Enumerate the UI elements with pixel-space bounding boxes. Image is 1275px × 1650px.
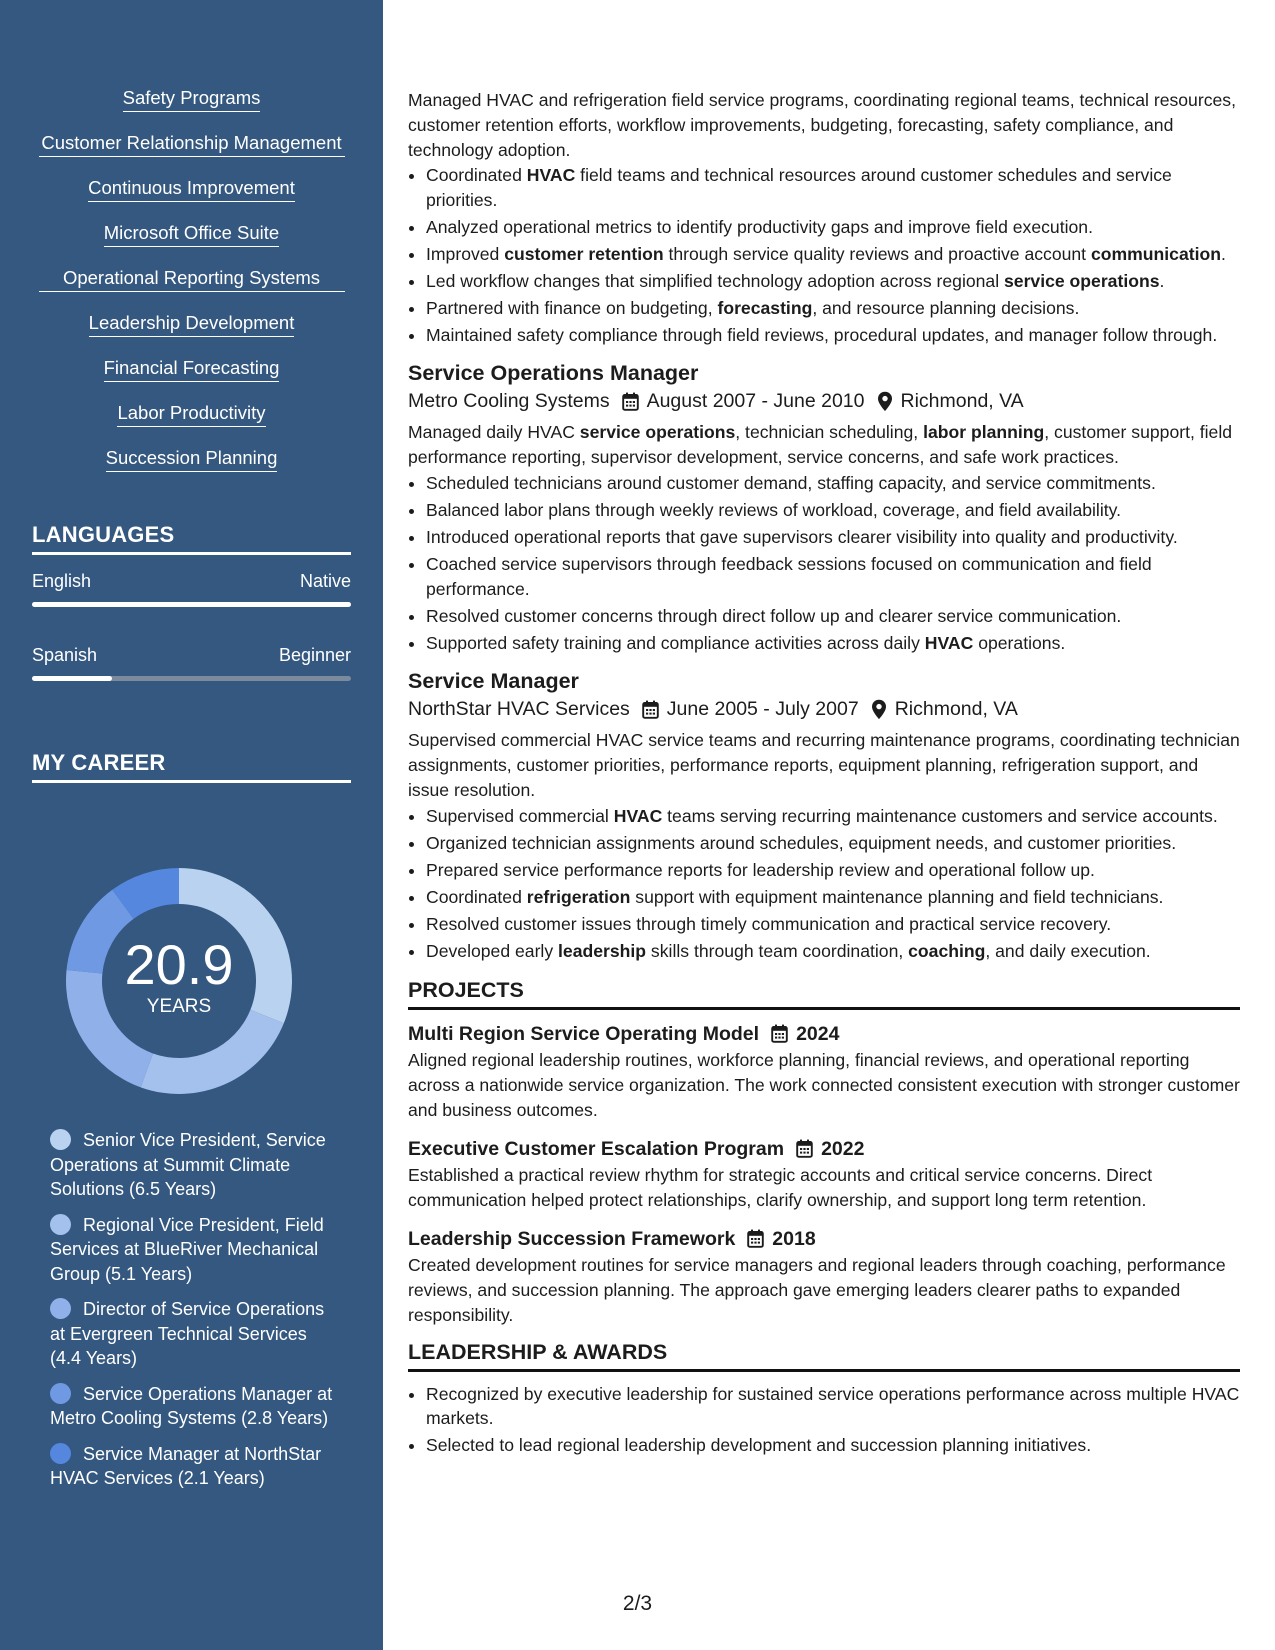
job-bullets [408, 471, 1240, 655]
text-run: Introduced operational reports that gave supervisors clearer visibility into quality and productivity. [426, 527, 1178, 547]
bullet-item [426, 296, 1240, 321]
skill-item [32, 401, 351, 427]
text-run: , and resource planning decisions. [812, 297, 1080, 318]
project-title [408, 1225, 1240, 1253]
career-total-unit: YEARS [146, 996, 212, 1017]
job-bullets [408, 804, 1240, 964]
job-meta [408, 695, 1240, 723]
language-name: Spanish [32, 645, 98, 665]
bold-keyword: coaching [908, 941, 986, 961]
job-company: Metro Cooling Systems [408, 390, 610, 412]
job-description [408, 728, 1240, 803]
bullet-item [426, 163, 1240, 212]
text-run: Prepared service performance reports for leadership review and operational follow up. [426, 860, 1095, 880]
project-year: 2018 [772, 1227, 816, 1250]
calendar-icon [642, 700, 659, 719]
career-section [32, 750, 351, 797]
text-run: . [1220, 243, 1226, 264]
job-title: Service Operations Manager [408, 361, 699, 385]
text-run: . [1159, 270, 1165, 291]
job-location: Richmond, VA [900, 390, 1024, 412]
text-run: support with equipment maintenance planning and field technicians. [630, 887, 1164, 907]
bullet-item [426, 552, 1240, 601]
bold-keyword: service operations [579, 422, 736, 442]
bold-keyword: HVAC [924, 632, 974, 653]
bold-keyword: labor planning [923, 422, 1045, 442]
bold-keyword: refrigeration [526, 887, 631, 907]
project-name: Leadership Succession Framework [408, 1227, 736, 1250]
skill-label: Microsoft Office Suite [104, 221, 279, 247]
text-run: Coached service supervisors through feedback sessions focused on communication and field performance. [426, 554, 1152, 599]
skill-label: Customer Relationship Management [39, 131, 345, 157]
calendar-icon [771, 1024, 788, 1043]
job-dates: August 2007 - June 2010 [646, 390, 865, 412]
career-donut-chart [66, 868, 292, 1094]
career-total-number: 20.9 [124, 933, 234, 996]
text-run: Scheduled technicians around customer demand, staffing capacity, and service commitments. [426, 473, 1156, 493]
text-run: , customer support, field performance reporting, supervisor development, service concerns, and safe work practices. [408, 422, 1233, 467]
career-item [50, 1297, 340, 1371]
text-run: Developed early [426, 941, 559, 961]
career-legend-dot [50, 1298, 71, 1319]
skill-item [32, 221, 351, 247]
page-number: 2/3 [622, 1592, 653, 1615]
career-item [50, 1213, 340, 1287]
bullet-item [426, 471, 1240, 496]
text-run: , and daily execution. [985, 941, 1151, 961]
text-run: Improved [426, 243, 505, 264]
text-run: operations. [973, 632, 1066, 653]
project-year: 2024 [796, 1022, 840, 1045]
bullet-item [426, 804, 1240, 829]
language-proficiency-fill [32, 602, 351, 607]
bullet-item [426, 858, 1240, 883]
text-run: Coordinated [426, 887, 527, 907]
text-run: Partnered with finance on budgeting, [426, 297, 718, 318]
bold-keyword: forecasting [717, 297, 813, 318]
career-item-text: Service Manager at NorthStar HVAC Services (2.1 Years) [50, 1443, 322, 1488]
calendar-icon [622, 392, 639, 411]
bullet-item [426, 215, 1240, 240]
projects-list [408, 1020, 1240, 1328]
main-content [408, 0, 1240, 1650]
skill-label: Operational Reporting Systems [39, 266, 345, 292]
career-item [50, 1382, 340, 1431]
skill-item [32, 86, 351, 112]
job-meta [408, 387, 1240, 415]
bold-keyword: HVAC [526, 165, 576, 185]
career-legend-dot [50, 1214, 71, 1235]
job-company: NorthStar HVAC Services [408, 698, 630, 720]
career-item-text: Director of Service Operations at Evergreen Technical Services (4.4 Years) [50, 1299, 325, 1368]
text-run: teams serving recurring maintenance customers and service accounts. [662, 806, 1218, 826]
career-list [50, 1128, 340, 1502]
text-run: Organized technician assignments around schedules, equipment needs, and customer priorities. [426, 833, 1177, 853]
bullet-item [426, 242, 1240, 267]
text-run: Supported safety training and compliance activities across daily [426, 632, 925, 653]
text-run: through service quality reviews and proactive account [663, 243, 1091, 264]
project-description: Aligned regional leadership routines, workforce planning, financial reviews, and operational reporting across a nationwide service organization. The work connected consistent execution with stronger customer and business outcomes. [408, 1049, 1240, 1120]
map-pin-icon [871, 699, 887, 720]
skill-item [32, 266, 351, 292]
project-description: Created development routines for service managers and regional leaders through coaching, performance reviews, and succession planning. The approach gave emerging leaders clearer paths to expanded responsibility. [408, 1254, 1226, 1325]
sidebar [0, 0, 383, 1650]
text-run: Coordinated [426, 165, 527, 185]
experience-summary: Managed HVAC and refrigeration field service programs, coordinating regional teams, technical resources, customer retention efforts, workflow improvements, budgeting, forecasting, safety compliance, and technology adoption. [408, 90, 1236, 160]
career-item [50, 1128, 340, 1202]
career-heading: MY CAREER [32, 750, 351, 783]
awards-heading: LEADERSHIP & AWARDS [408, 1340, 1240, 1372]
career-legend-dot [50, 1129, 71, 1150]
career-total [66, 868, 292, 1094]
experience-summary-bullets [408, 163, 1240, 347]
text-run: field teams and technical resources around customer schedules and service priorities. [426, 165, 1172, 210]
project-description: Established a practical review rhythm for strategic accounts and critical service concerns. Direct communication helped protect relationships, clarify ownership, and support long term retention. [408, 1164, 1153, 1210]
text-run: Supervised commercial HVAC service teams and recurring maintenance programs, coordinating technician assignments, customer priorities, performance reports, equipment planning, refrigeration support, and issue resolution. [408, 730, 1240, 800]
text-run: Maintained safety compliance through field reviews, procedural updates, and manager follow through. [426, 324, 1218, 345]
bullet-item [426, 323, 1240, 348]
career-item-text: Senior Vice President, Service Operations at Summit Climate Solutions (6.5 Years) [50, 1130, 326, 1199]
career-item [50, 1442, 340, 1491]
bullet-item [426, 631, 1240, 656]
skill-item [32, 176, 351, 202]
skill-item [32, 311, 351, 337]
awards-list [408, 1382, 1240, 1458]
projects-heading: PROJECTS [408, 978, 1240, 1010]
bold-keyword: communication [1090, 243, 1221, 264]
bold-keyword: service operations [1004, 270, 1160, 291]
bullet-item [426, 831, 1240, 856]
text-run: Supervised commercial [426, 806, 614, 826]
skill-item [32, 446, 351, 472]
career-legend-dot [50, 1443, 71, 1464]
text-run: Managed daily HVAC [408, 422, 580, 442]
text-run: , technician scheduling, [735, 422, 924, 442]
language-level: Native [299, 571, 351, 591]
text-run: Balanced labor plans through weekly reviews of workload, coverage, and field availability. [426, 500, 1122, 520]
skill-label: Safety Programs [123, 86, 261, 112]
project-year: 2022 [821, 1137, 865, 1160]
skill-label: Financial Forecasting [104, 356, 280, 382]
language-row [32, 569, 351, 593]
skill-item [32, 356, 351, 382]
text-run: Resolved customer issues through timely communication and practical service recovery. [426, 914, 1112, 934]
skill-label: Continuous Improvement [88, 176, 295, 202]
text-run: Resolved customer concerns through direct follow up and clearer service communication. [426, 605, 1122, 626]
project-name: Executive Customer Escalation Program [408, 1137, 785, 1160]
calendar-icon [796, 1139, 813, 1158]
text-run: skills through team coordination, [646, 941, 909, 961]
career-legend-dot [50, 1383, 71, 1404]
jobs-list [408, 359, 1240, 964]
bullet-item [426, 525, 1240, 550]
bullet-item [426, 939, 1240, 964]
award-item: • Recognized by executive leadership for sustained service operations performance across multiple HVAC markets. [426, 1382, 1240, 1431]
skill-label: Leadership Development [89, 311, 295, 337]
project-name: Multi Region Service Operating Model [408, 1022, 760, 1045]
languages-section [32, 522, 351, 717]
skill-item [32, 131, 351, 157]
language-proficiency-bar [32, 602, 351, 607]
languages-heading: LANGUAGES [32, 522, 351, 555]
project-title [408, 1135, 1240, 1163]
bullet-item [426, 604, 1240, 629]
job-description [408, 420, 1240, 470]
text-run: Led workflow changes that simplified technology adoption across regional [426, 270, 1004, 291]
award-item: • Selected to lead regional leadership development and succession planning initiatives. [426, 1433, 1240, 1458]
language-level: Beginner [278, 645, 351, 665]
career-item-text: Regional Vice President, Field Services at BlueRiver Mechanical Group (5.1 Years) [50, 1214, 324, 1284]
bold-keyword: customer retention [504, 243, 664, 264]
map-pin-icon [877, 391, 893, 412]
skill-label: Labor Productivity [117, 401, 265, 427]
bullet-item [426, 912, 1240, 937]
bullet-item [426, 498, 1240, 523]
skills-list [32, 86, 351, 491]
languages-list [32, 569, 351, 681]
bullet-item [426, 885, 1240, 910]
job-dates: June 2005 - July 2007 [666, 698, 859, 720]
language-row [32, 643, 351, 667]
job-title: Service Manager [408, 669, 579, 693]
skill-label: Succession Planning [106, 446, 278, 472]
project-title [408, 1020, 1240, 1048]
job-location: Richmond, VA [894, 698, 1018, 720]
bold-keyword: HVAC [613, 806, 663, 826]
language-proficiency-fill [32, 676, 112, 681]
language-proficiency-bar [32, 676, 351, 681]
language-name: English [32, 571, 92, 591]
bold-keyword: leadership [558, 941, 647, 961]
calendar-icon [747, 1229, 764, 1248]
career-item-text: Service Operations Manager at Metro Cooling Systems (2.8 Years) [50, 1383, 333, 1428]
text-run: Analyzed operational metrics to identify productivity gaps and improve field execution. [426, 216, 1093, 237]
bullet-item [426, 269, 1240, 294]
